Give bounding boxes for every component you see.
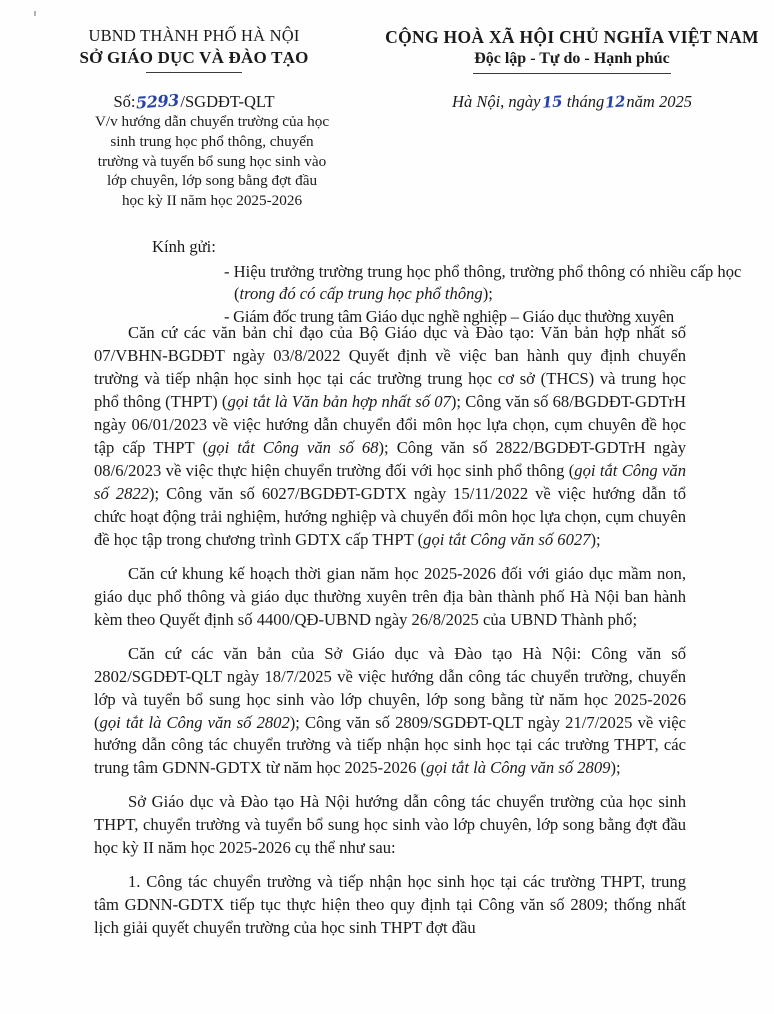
scan-artifact-speck bbox=[34, 11, 36, 16]
issue-day-handwritten: 15 bbox=[540, 92, 563, 112]
body-paragraph: Căn cứ khung kế hoạch thời gian năm học 2025-2026 đối với giáo dục mầm non, giáo dục phổ thông và giáo dục thường xuyên trên địa bàn thành phố Hà Nội ban hành kèm theo Quyết định số 4400/QĐ-UBND ngày 26/8/2025 của UBND Thành phố; bbox=[94, 563, 686, 629]
issue-date-line bbox=[370, 92, 774, 112]
abbreviation-note: gọi tắt là Công văn số 2809 bbox=[426, 758, 611, 778]
recipient-item: - Giám đốc trung tâm Giáo dục nghề nghiệp – Giáo dục thường xuyên bbox=[224, 306, 674, 326]
reference-row bbox=[0, 92, 774, 112]
subject-line-2: sinh trung học phổ thông, chuyển bbox=[110, 132, 314, 150]
national-motto: Độc lập - Tự do - Hạnh phúc bbox=[474, 50, 670, 68]
national-heading-block bbox=[370, 26, 774, 74]
subject-line-3: trường và tuyển bổ sung học sinh vào bbox=[97, 152, 327, 170]
subject-line-1: V/v hướng dẫn chuyển trường của học bbox=[94, 113, 330, 130]
date-block bbox=[370, 92, 774, 112]
recipient-note: trong đó có cấp trung học phổ thông bbox=[239, 284, 483, 304]
recipients-list bbox=[152, 261, 752, 329]
body-paragraph: Căn cứ các văn bản chỉ đạo của Bộ Giáo dục và Đào tạo: Văn bản hợp nhất số 07/VBHN-BGDĐT ngày 03/8/2022 Quyết định về việc ban hành quy định chuyển trường và tiếp nhận học sinh học tại các trường trung học cơ sở (THCS) và trung học phổ thông (THPT) (gọi tắt là Văn bản hợp nhất số 07); Công văn số 68/BGDĐT-GDTrH ngày 06/01/2023 về việc hướng dẫn chuyển đổi môn học lựa chọn, cụm chuyên đề học tập cấp THPT (gọi tắt Công văn số 68); Công văn số 2822/BGDĐT-GDTrH ngày 08/6/2023 về việc thực hiện chuyển trường đối với học sinh phổ thông (gọi tắt Công văn số 2822); Công văn số 6027/BGDĐT-GDTX ngày 15/11/2022 về việc hướng dẫn tổ chức hoạt động trải nghiệm, hướng nghiệp và chuyển đổi môn học lựa chọn, cụm chuyên đề học tập trong chương trình GDTX cấp THPT (gọi tắt Công văn số 6027); bbox=[94, 323, 687, 549]
abbreviation-note: gọi tắt là Văn bản hợp nhất số 07 bbox=[227, 391, 451, 411]
subject-line-4: lớp chuyên, lớp song bằng đợt đầu bbox=[106, 172, 318, 190]
issue-place: Hà Nội, ngày bbox=[452, 92, 541, 111]
document-number-block bbox=[0, 92, 370, 112]
abbreviation-note: gọi tắt Công văn số 2822 bbox=[94, 460, 687, 503]
subject-line-5: học kỳ II năm học 2025-2026 bbox=[121, 192, 303, 209]
national-title: CỘNG HOÀ XÃ HỘI CHỦ NGHĨA VIỆT NAM bbox=[385, 27, 759, 47]
month-label: tháng bbox=[566, 92, 605, 111]
body-paragraph: Căn cứ các văn bản của Sở Giáo dục và Đào tạo Hà Nội: Công văn số 2802/SGDĐT-QLT ngày 18/7/2025 về việc hướng dẫn công tác chuyển trường, chuyển lớp và tuyển bổ sung học sinh vào lớp chuyên, lớp song bằng từ năm học 2025-2026 (gọi tắt là Công văn số 2802); Công văn số 2809/SGDĐT-QLT ngày 21/7/2025 về việc hướng dẫn công tác chuyển trường và tiếp nhận học sinh học tại các trường THPT, các trung tâm GDNN-GDTX từ năm học 2025-2026 (gọi tắt là Công văn số 2809); bbox=[94, 643, 686, 778]
abbreviation-note: gọi tắt Công văn số 6027 bbox=[423, 529, 591, 549]
recipient-item: - Hiệu trưởng trường trung học phổ thông, trường phổ thông có nhiều cấp học (trong đó có cấp trung học phổ thông); bbox=[224, 261, 742, 304]
document-header bbox=[0, 26, 774, 74]
issue-month-handwritten: 12 bbox=[604, 92, 626, 112]
year-label: năm bbox=[626, 92, 655, 111]
issuing-authority-name: SỞ GIÁO DỤC VÀ ĐÀO TẠO bbox=[79, 47, 309, 67]
document-number bbox=[18, 92, 370, 112]
header-right-divider bbox=[473, 73, 671, 74]
body-paragraph: 1. Công tác chuyển trường và tiếp nhận học sinh học tại các trường THPT, trung tâm GDNN-GDTX tiếp tục thực hiện theo quy định tại Công văn số 2809; thống nhất lịch giải quyết chuyển trường của học sinh THPT đợt đầu bbox=[94, 872, 686, 938]
abbreviation-note: gọi tắt Công văn số 68 bbox=[208, 437, 379, 457]
header-left-divider bbox=[146, 72, 242, 73]
abbreviation-note: gọi tắt là Công văn số 2802 bbox=[99, 712, 290, 732]
issuing-authority-parent: UBND THÀNH PHỐ HÀ NỘI bbox=[88, 26, 300, 45]
document-number-prefix: Số: bbox=[113, 92, 136, 111]
body-paragraph: Sở Giáo dục và Đào tạo Hà Nội hướng dẫn công tác chuyển trường của học sinh THPT, chuyển trường và tuyển bổ sung học sinh vào lớp chuyên, lớp song bằng đợt đầu học kỳ II năm học 2025-2026 cụ thể như sau: bbox=[94, 792, 686, 858]
recipients-label: Kính gửi: bbox=[152, 237, 216, 256]
document-number-suffix: /SGDĐT-QLT bbox=[180, 92, 275, 111]
recipients-block bbox=[152, 236, 752, 328]
issuing-authority-block bbox=[0, 26, 370, 73]
issue-year: 2025 bbox=[658, 92, 692, 111]
document-body bbox=[94, 322, 686, 951]
subject-block bbox=[62, 112, 362, 211]
document-number-handwritten: 5293 bbox=[135, 90, 181, 113]
